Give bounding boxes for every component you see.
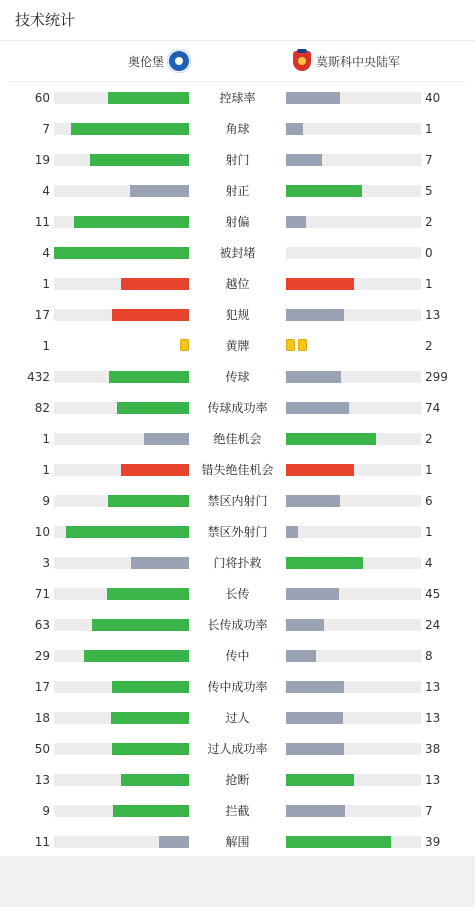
home-bar <box>121 774 189 786</box>
home-bar <box>90 154 189 166</box>
away-bar-track <box>286 154 421 166</box>
stat-row <box>0 547 475 578</box>
home-bar-track <box>54 402 189 414</box>
away-bar-track <box>286 216 421 228</box>
stat-row <box>0 144 475 175</box>
stat-name: 犯规 <box>225 308 250 322</box>
stat-row <box>0 578 475 609</box>
home-team-name: 奥伦堡 <box>127 54 164 69</box>
stat-row <box>0 82 475 113</box>
stat-row <box>0 299 475 330</box>
home-bar-track <box>54 247 189 259</box>
away-value: 45 <box>425 587 441 601</box>
home-bar <box>84 650 189 662</box>
stats-list <box>0 82 475 857</box>
away-bar-track <box>286 464 421 476</box>
home-value: 7 <box>42 122 50 136</box>
stat-row <box>0 516 475 547</box>
home-value: 17 <box>34 680 50 694</box>
away-bar <box>286 185 362 197</box>
yellow-card-icon <box>180 339 189 351</box>
away-bar <box>286 154 322 166</box>
away-value: 7 <box>425 804 433 818</box>
home-value: 13 <box>34 773 50 787</box>
away-value: 299 <box>425 370 448 384</box>
away-value: 13 <box>425 680 441 694</box>
home-bar <box>92 619 189 631</box>
yellow-card-icon <box>286 339 295 351</box>
home-bar-track <box>54 185 189 197</box>
home-value: 18 <box>34 711 50 725</box>
away-bar <box>286 278 354 290</box>
home-value: 9 <box>42 804 50 818</box>
stat-name: 黄牌 <box>225 339 250 353</box>
home-bar <box>109 371 189 383</box>
stat-name: 射偏 <box>225 215 250 229</box>
home-bar-track <box>54 216 189 228</box>
home-bar-track <box>54 681 189 693</box>
home-value: 1 <box>42 339 50 353</box>
away-bar <box>286 805 345 817</box>
away-bar <box>286 309 344 321</box>
stat-row <box>0 826 475 857</box>
home-bar-track <box>54 309 189 321</box>
away-bar <box>286 495 340 507</box>
home-value: 4 <box>42 184 50 198</box>
home-bar <box>121 278 189 290</box>
away-value: 2 <box>425 432 433 446</box>
home-bar <box>111 712 189 724</box>
away-bar <box>286 526 298 538</box>
away-bar <box>286 123 303 135</box>
stat-row <box>0 702 475 733</box>
home-bar-track <box>54 774 189 786</box>
home-bar <box>112 681 189 693</box>
stat-name: 传中 <box>225 649 250 663</box>
away-bar-track <box>286 712 421 724</box>
home-bar <box>130 185 189 197</box>
stat-name: 过人 <box>225 711 250 725</box>
home-bar <box>131 557 189 569</box>
home-value: 63 <box>34 618 50 632</box>
stat-row <box>0 113 475 144</box>
stat-name: 过人成功率 <box>207 742 268 756</box>
away-bar <box>286 619 324 631</box>
home-value: 9 <box>42 494 50 508</box>
away-bar-track <box>286 588 421 600</box>
away-bar <box>286 371 341 383</box>
home-bar-track <box>54 433 189 445</box>
home-value: 1 <box>42 432 50 446</box>
home-value: 50 <box>34 742 50 756</box>
stat-row <box>0 237 475 268</box>
away-value: 8 <box>425 649 433 663</box>
away-bar <box>286 588 339 600</box>
away-value: 13 <box>425 308 441 322</box>
home-value: 10 <box>34 525 50 539</box>
home-bar <box>66 526 189 538</box>
away-bar-track <box>286 681 421 693</box>
stat-row <box>0 330 475 361</box>
stat-name: 被封堵 <box>219 246 256 260</box>
stat-row <box>0 795 475 826</box>
away-bar-track <box>286 495 421 507</box>
away-bar-track <box>286 743 421 755</box>
stat-name: 禁区内射门 <box>207 494 268 508</box>
away-value: 2 <box>425 215 433 229</box>
away-bar <box>286 433 376 445</box>
away-value: 39 <box>425 835 441 849</box>
home-value: 4 <box>42 246 50 260</box>
stat-row <box>0 640 475 671</box>
home-bar-track <box>54 154 189 166</box>
home-bar-track <box>54 526 189 538</box>
teams-header <box>9 41 466 82</box>
home-bar <box>113 805 189 817</box>
away-bar-track <box>286 805 421 817</box>
home-bar-track <box>54 464 189 476</box>
stat-row <box>0 485 475 516</box>
away-value: 6 <box>425 494 433 508</box>
home-value: 1 <box>42 463 50 477</box>
home-value: 17 <box>34 308 50 322</box>
away-bar-track <box>286 247 421 259</box>
home-bar-track <box>54 743 189 755</box>
home-bar-track <box>54 495 189 507</box>
home-value: 1 <box>42 277 50 291</box>
stat-name: 控球率 <box>219 91 256 105</box>
home-bar <box>112 309 189 321</box>
stat-name: 传球 <box>225 370 250 384</box>
away-team-name: 莫斯科中央陆军 <box>316 54 401 69</box>
stat-name: 抢断 <box>225 773 250 787</box>
home-yellow-cards <box>180 339 189 353</box>
home-bar <box>112 743 189 755</box>
away-bar <box>286 402 349 414</box>
stat-name: 错失绝佳机会 <box>201 463 274 477</box>
home-value: 11 <box>34 215 50 229</box>
away-bar-track <box>286 309 421 321</box>
stat-row <box>0 671 475 702</box>
stat-name: 绝佳机会 <box>213 432 262 446</box>
stat-name: 射正 <box>225 184 250 198</box>
away-bar <box>286 743 344 755</box>
home-bar <box>74 216 189 228</box>
stat-name: 拦截 <box>225 804 250 818</box>
away-bar-track <box>286 526 421 538</box>
home-value: 71 <box>34 587 50 601</box>
home-team-crest-icon <box>167 49 191 73</box>
home-bar <box>107 588 189 600</box>
away-bar-track <box>286 836 421 848</box>
away-bar-track <box>286 650 421 662</box>
home-bar-track <box>54 619 189 631</box>
home-bar <box>117 402 189 414</box>
home-bar <box>71 123 189 135</box>
away-team <box>293 41 400 81</box>
away-value: 1 <box>425 122 433 136</box>
away-bar-track <box>286 619 421 631</box>
home-value: 29 <box>34 649 50 663</box>
away-value: 74 <box>425 401 441 415</box>
home-bar-track <box>54 650 189 662</box>
stat-name: 门将扑救 <box>213 556 262 570</box>
away-value: 1 <box>425 463 433 477</box>
away-value: 40 <box>425 91 441 105</box>
away-value: 13 <box>425 711 441 725</box>
away-bar <box>286 712 343 724</box>
away-bar-track <box>286 123 421 135</box>
stat-name: 传中成功率 <box>207 680 268 694</box>
away-team-crest-icon <box>293 49 311 73</box>
away-value: 38 <box>425 742 441 756</box>
away-bar <box>286 464 354 476</box>
home-value: 432 <box>27 370 50 384</box>
stat-row <box>0 392 475 423</box>
stat-row <box>0 361 475 392</box>
away-value: 2 <box>425 339 433 353</box>
away-bar-track <box>286 433 421 445</box>
away-value: 24 <box>425 618 441 632</box>
away-bar-track <box>286 774 421 786</box>
home-bar <box>54 247 189 259</box>
away-value: 13 <box>425 773 441 787</box>
away-bar <box>286 681 344 693</box>
home-bar <box>108 495 189 507</box>
away-bar <box>286 216 306 228</box>
stat-name: 长传成功率 <box>207 618 268 632</box>
stat-row <box>0 609 475 640</box>
stat-name: 禁区外射门 <box>207 525 268 539</box>
away-value: 4 <box>425 556 433 570</box>
home-bar-track <box>54 712 189 724</box>
home-value: 3 <box>42 556 50 570</box>
home-value: 82 <box>34 401 50 415</box>
stat-row <box>0 454 475 485</box>
home-bar <box>159 836 189 848</box>
away-value: 1 <box>425 525 433 539</box>
home-value: 60 <box>34 91 50 105</box>
home-bar-track <box>54 557 189 569</box>
away-bar-track <box>286 92 421 104</box>
stat-row <box>0 268 475 299</box>
page-title: 技术统计 <box>0 0 475 41</box>
home-bar-track <box>54 371 189 383</box>
stat-name: 传球成功率 <box>207 401 268 415</box>
stat-name: 射门 <box>225 153 250 167</box>
away-value: 7 <box>425 153 433 167</box>
home-value: 19 <box>34 153 50 167</box>
away-bar-track <box>286 278 421 290</box>
stat-row <box>0 206 475 237</box>
away-value: 1 <box>425 277 433 291</box>
home-bar-track <box>54 92 189 104</box>
home-bar-track <box>54 278 189 290</box>
away-yellow-cards <box>286 339 307 353</box>
away-bar <box>286 836 391 848</box>
away-value: 5 <box>425 184 433 198</box>
stat-row <box>0 175 475 206</box>
stat-row <box>0 733 475 764</box>
yellow-card-icon <box>298 339 307 351</box>
home-bar-track <box>54 123 189 135</box>
home-bar-track <box>54 836 189 848</box>
stat-name: 长传 <box>225 587 250 601</box>
home-bar <box>121 464 189 476</box>
home-team <box>128 41 191 81</box>
stat-name: 角球 <box>225 122 250 136</box>
home-bar-track <box>54 805 189 817</box>
away-bar <box>286 650 316 662</box>
away-value: 0 <box>425 246 433 260</box>
away-bar-track <box>286 371 421 383</box>
home-bar <box>144 433 189 445</box>
away-bar <box>286 557 363 569</box>
away-bar-track <box>286 557 421 569</box>
home-bar-track <box>54 588 189 600</box>
away-bar <box>286 774 354 786</box>
stat-row <box>0 764 475 795</box>
away-bar-track <box>286 185 421 197</box>
stat-name: 解围 <box>225 835 250 849</box>
home-value: 11 <box>34 835 50 849</box>
stat-row <box>0 423 475 454</box>
stat-name: 越位 <box>225 277 250 291</box>
away-bar-track <box>286 402 421 414</box>
away-bar <box>286 92 340 104</box>
home-bar <box>108 92 189 104</box>
